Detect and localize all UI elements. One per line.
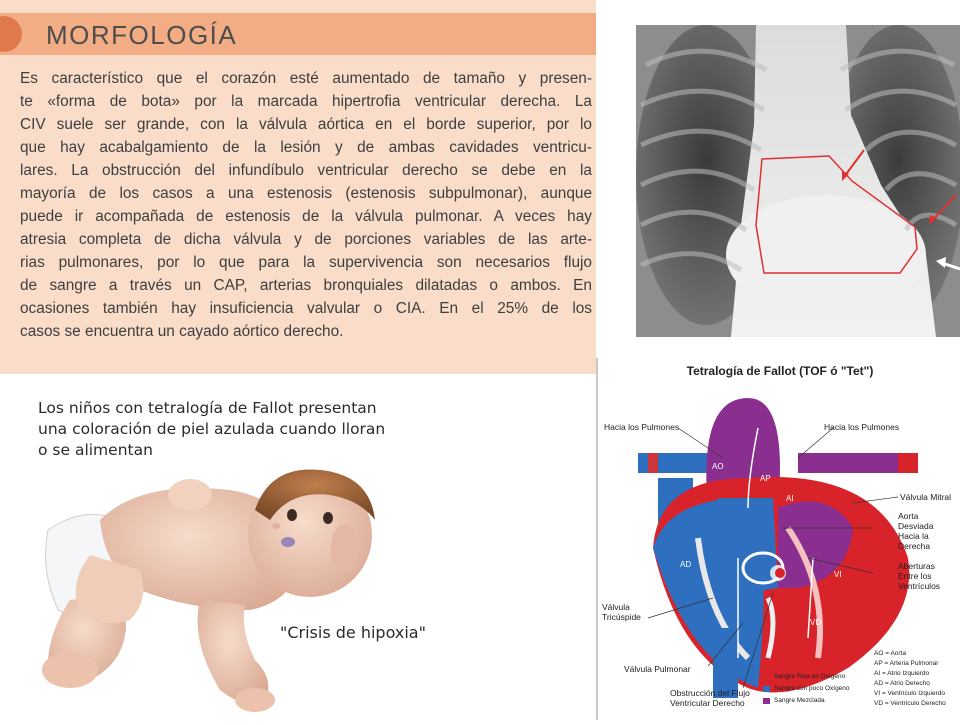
- text-line: CIV suele ser grande, con la válvula aórtica en el borde superior, por lo: [20, 116, 592, 133]
- caption-line: Los niños con tetralogía de Fallot presentan: [38, 399, 377, 417]
- text-line: lares. La obstrucción del infundíbulo ventricular derecho se debe en la: [20, 162, 592, 179]
- abbr-ai: AI = Atrio Izquierdo: [874, 670, 930, 677]
- morfologia-title: MORFOLOGÍA: [46, 20, 238, 50]
- label-obstruccion: Obstrucción del Flujo Ventricular Derecho: [670, 688, 750, 708]
- morfologia-text: [20, 67, 592, 343]
- chamber-ai: AI: [786, 494, 794, 503]
- text-line: atresia completa de dicha válvula y de porciones variables de las arte-: [20, 231, 592, 248]
- legend-oxigeno-rica: Sangre Rica en Oxígeno: [774, 673, 846, 680]
- text-line: rias pulmonares, por lo que para la supervivencia son necesarios flujo: [20, 254, 592, 271]
- text-line: te «forma de bota» por la marcada hipertrofia ventricular derecha. La: [20, 93, 592, 110]
- label-valvula-pulmonar: Válvula Pulmonar: [624, 664, 691, 674]
- chamber-ad: AD: [680, 560, 692, 569]
- abbr-ap: AP = Arteria Pulmonar: [874, 660, 939, 667]
- heart-title: Tetralogía de Fallot (TOF ó "Tet"): [686, 364, 874, 378]
- chamber-vi: VI: [834, 570, 842, 579]
- label-aberturas: Aberturas Entre los Ventrículos: [898, 561, 941, 591]
- legend-oxigeno-poco: Sangre con poco Oxígeno: [774, 685, 850, 692]
- crisis-label: "Crisis de hipoxia": [280, 623, 426, 642]
- label-aorta-desviada: Aorta Desviada Hacia la Derecha: [898, 511, 934, 551]
- chest-xray-image: [636, 25, 960, 337]
- text-line: casos se encuentra un cayado aórtico derecho.: [20, 323, 344, 340]
- abbr-ao: AO = Aorta: [874, 650, 906, 657]
- baby-caption: [38, 398, 418, 461]
- text-line: Es característico que el corazón esté aumentado de tamaño y presen-: [20, 70, 592, 87]
- text-line: ocasiones también hay insuficiencia valvular o CIA. En el 25% de los: [20, 300, 592, 317]
- chamber-vd: VD: [810, 618, 822, 627]
- morfologia-panel: [0, 0, 596, 374]
- text-line: de sangre a través un CAP, arterias bronquiales dilatadas o ambos. En: [20, 277, 592, 294]
- label-pulmones-der: Hacia los Pulmones: [824, 422, 900, 432]
- text-line: que hay acabalgamiento de la lesión y de ambas cavidades ventricu-: [20, 139, 592, 156]
- text-line: mayoría de los casos a una estenosis (estenosis subpulmonar), aunque: [20, 185, 592, 202]
- label-pulmones-izq: Hacia los Pulmones: [604, 422, 680, 432]
- abbr-ad: AD = Atrio Derecho: [874, 680, 930, 687]
- chamber-ap: AP: [760, 474, 771, 483]
- text-line: puede ir acompañada de estenosis de la válvula pulmonar. A veces hay: [20, 208, 592, 225]
- caption-line: una coloración de piel azulada cuando lloran: [38, 420, 386, 438]
- abbr-vd: VD = Ventrículo Derecho: [874, 700, 946, 707]
- baby-illustration: [30, 460, 430, 720]
- label-valvula-tricuspide: Válvula Tricúspide: [602, 602, 641, 622]
- legend-mezclada: Sangre Mezclada: [774, 697, 825, 704]
- abbr-vi: VI = Ventrículo Izquierdo: [874, 690, 946, 697]
- label-valvula-mitral: Válvula Mitral: [900, 492, 952, 502]
- chamber-ao: AO: [712, 462, 724, 471]
- caption-line: o se alimentan: [38, 441, 153, 459]
- heart-diagram-panel: [596, 358, 960, 720]
